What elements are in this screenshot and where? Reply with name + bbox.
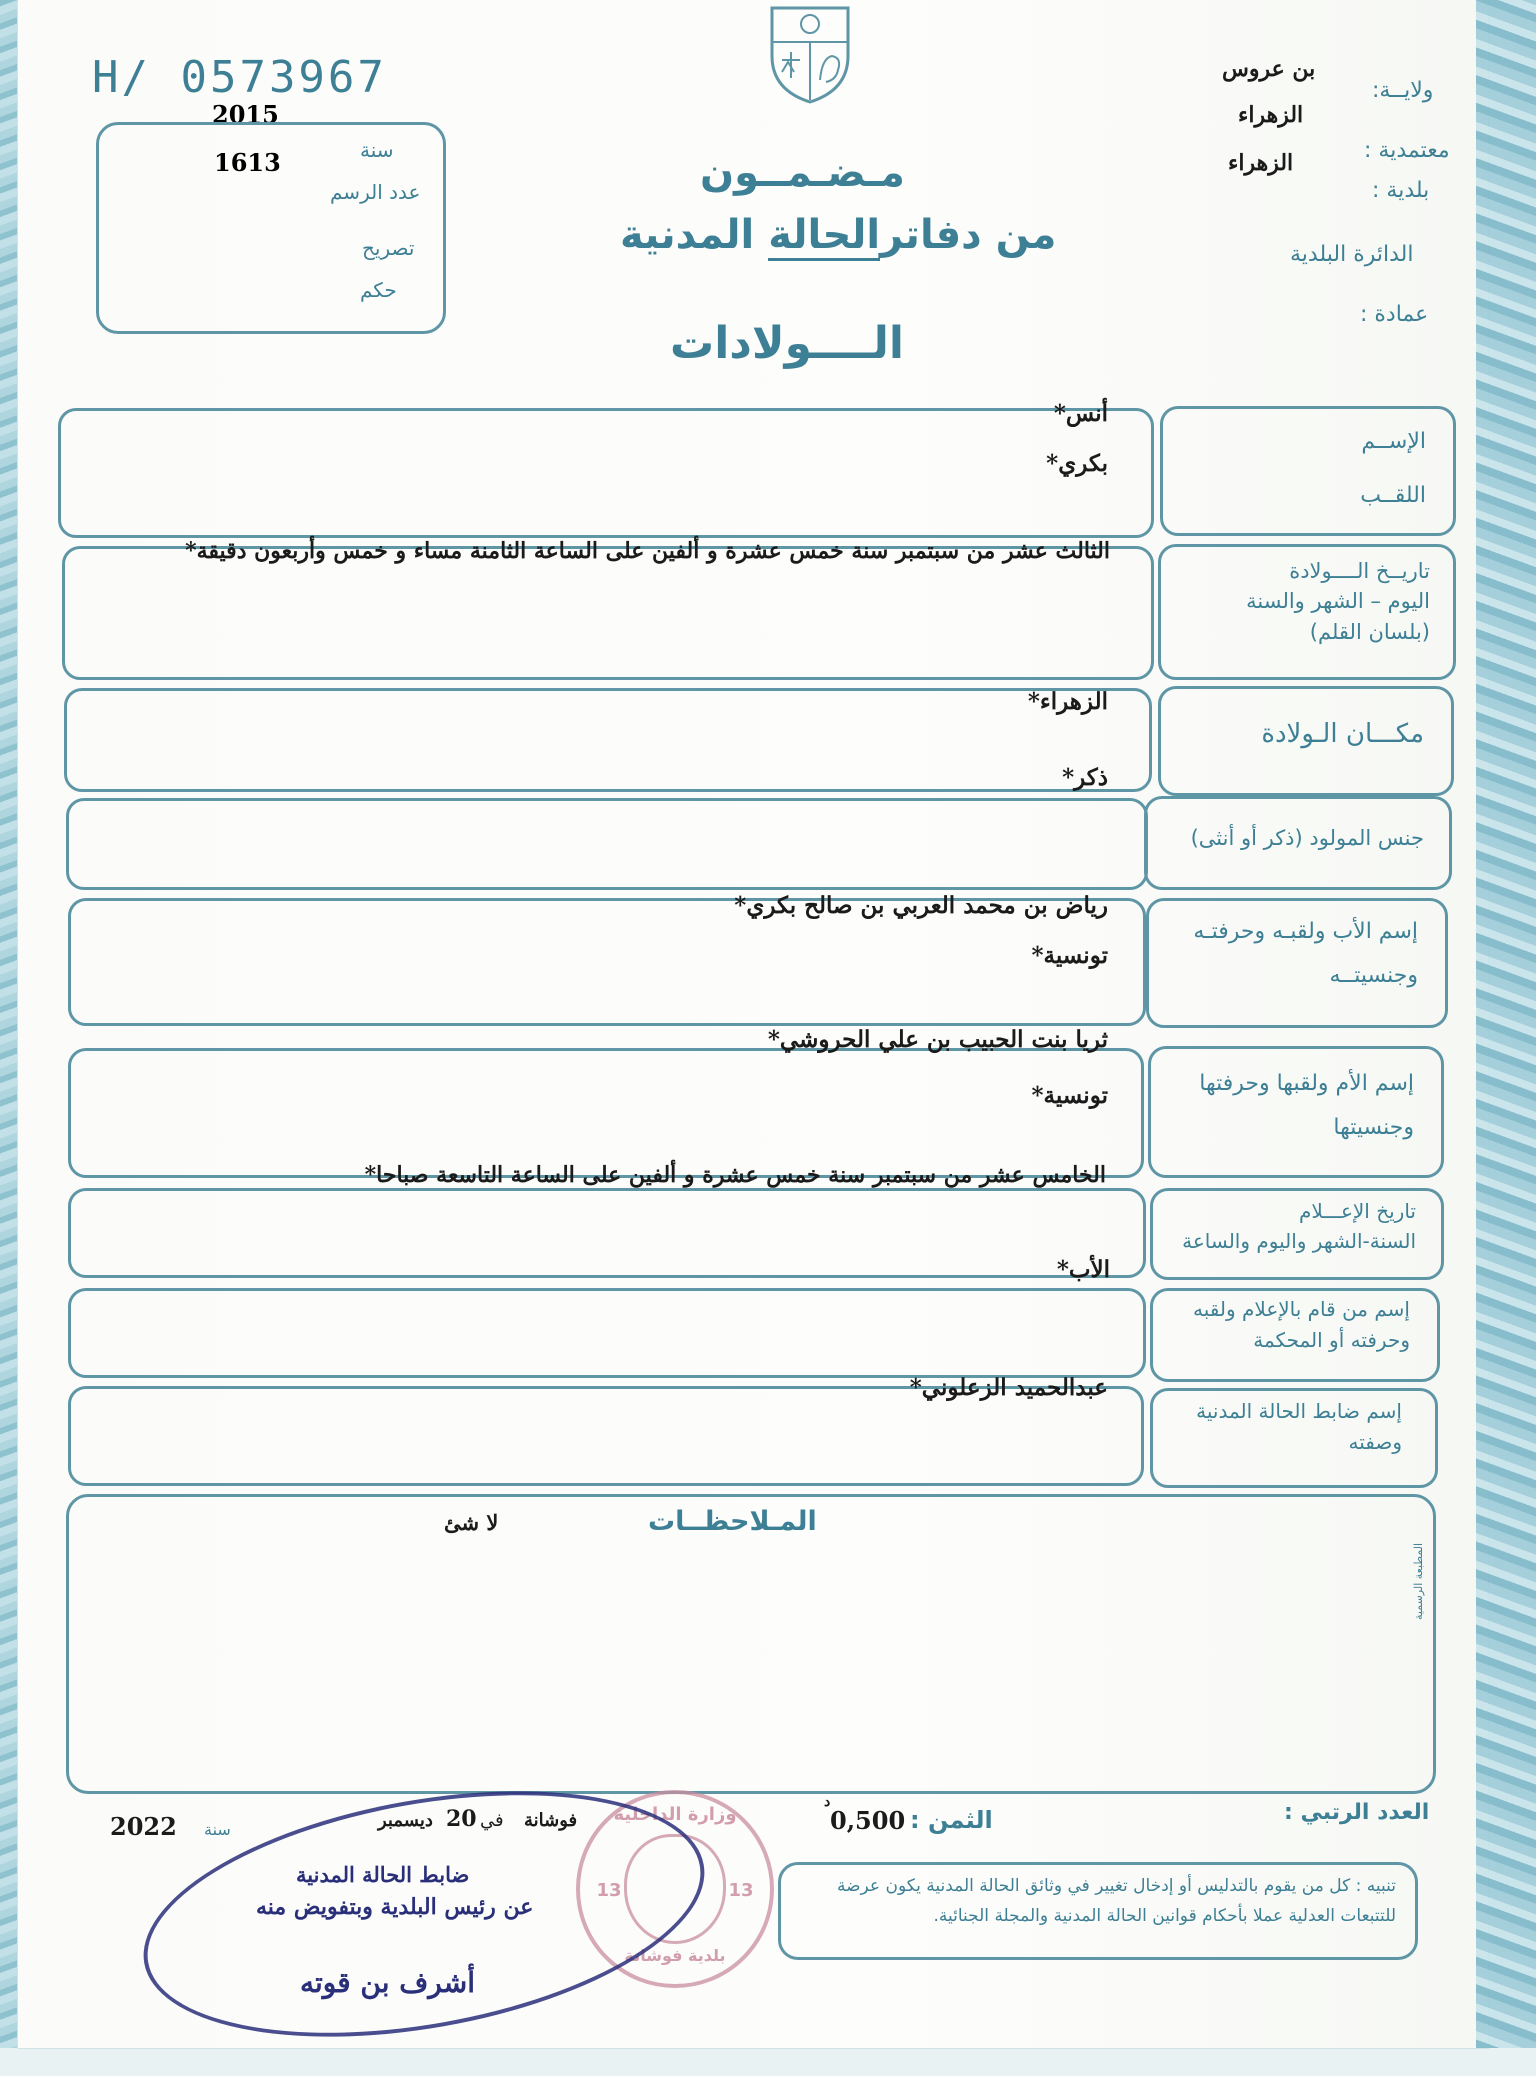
declaration-date-label-line1: تاريخ الإعـــلام	[1299, 1199, 1416, 1223]
surname-value: بكري*	[1046, 450, 1108, 477]
birth-place-value: الزهراء*	[1027, 688, 1108, 715]
officer-label	[1156, 1396, 1402, 1458]
sex-label: جنس المولود (ذكر أو أنثى)	[1190, 826, 1424, 850]
serial-number-label: العدد الرتبي :	[1284, 1800, 1430, 1825]
birth-date-label	[1170, 556, 1430, 647]
mother-label-line1: إسم الأم ولقبها وحرفتها	[1199, 1071, 1414, 1096]
mother-value-box	[68, 1048, 1144, 1178]
father-nationality: تونسية*	[1031, 942, 1108, 969]
declarant-value-box	[68, 1288, 1146, 1378]
document-title-extract: مـضـمــون	[700, 150, 905, 196]
imada-label: عمادة :	[1360, 302, 1429, 327]
mother-label	[1152, 1062, 1414, 1150]
notes-label: المـلاحظــات	[648, 1506, 817, 1537]
issue-day: 20	[446, 1806, 477, 1832]
sex-value-box	[66, 798, 1148, 890]
declaration-label: تصريح	[362, 236, 415, 260]
notes-value: لا شئ	[444, 1510, 499, 1535]
issue-year: 2022	[110, 1812, 177, 1841]
decorative-border-right	[1476, 0, 1536, 2048]
mother-nationality: تونسية*	[1031, 1082, 1108, 1109]
legal-warning-text: تنبيه : كل من يقوم بالتدليس أو إدخال تغيير في وثائق الحالة المدنية يكون عرضة للتتبعات العدلية عملا بأحكام قوانين الحالة المدنية والمجلة الجنائية.	[837, 1876, 1396, 1926]
printer-mark: المطبعة الرسمية	[1412, 1542, 1425, 1620]
sex-value: ذكر*	[1062, 764, 1108, 791]
declarant-value: الأب*	[1056, 1256, 1110, 1283]
birth-date-value-box	[62, 546, 1154, 680]
declarant-label-line1: إسم من قام بالإعلام ولقبه	[1193, 1297, 1410, 1321]
wilaya-label: ولايــة:	[1372, 78, 1434, 103]
record-number-value: 1613	[214, 148, 281, 177]
judgment-label: حكم	[360, 278, 397, 302]
delegation-line: عن رئيس البلدية وبتفويض منه	[256, 1894, 534, 1920]
signatory-name: أشرف بن قوته	[300, 1966, 475, 1999]
birth-date-value: الثالث عشر من سبتمبر سنة خمس عشرة و ألفين على الساعة الثامنة مساء و خمس وأربعون دقيقة*	[185, 538, 1110, 564]
mother-value: ثريا بنت الحبيب بن علي الحروشي*	[767, 1026, 1108, 1053]
title-registers-post: المدنية	[620, 212, 769, 258]
municipality-label: بلدية :	[1372, 178, 1430, 203]
municipality-value: الزهراء	[1228, 150, 1294, 176]
declaration-date-value: الخامس عشر من سبتمبر سنة خمس عشرة و ألفين على الساعة التاسعة صباحا*	[364, 1162, 1106, 1188]
district-label: الدائرة البلدية	[1290, 242, 1414, 267]
officer-label-line1: إسم ضابط الحالة المدنية	[1196, 1399, 1402, 1423]
officer-label-line2: وصفته	[1348, 1430, 1402, 1454]
price-label: الثمن :	[910, 1806, 993, 1834]
date-prefix: في	[480, 1810, 504, 1831]
father-value: رياض بن محمد العربي بن صالح بكري*	[734, 892, 1108, 919]
birth-place-label: مكـــان الـولادة	[1261, 719, 1424, 749]
issue-year-label: سنة	[204, 1820, 231, 1839]
stamp-text-top: وزارة الداخلية	[613, 1804, 737, 1825]
record-number-label: عدد الرسم	[330, 180, 421, 204]
officer-value: عبدالحميد الزعلوني*	[909, 1374, 1108, 1401]
wilaya-value: بن عروس	[1222, 56, 1316, 82]
father-label-line1: إسم الأب ولقبـه وحرفتـه	[1193, 919, 1418, 944]
issue-month: ديسمبر	[378, 1810, 433, 1831]
serial-number: H/ 0573967	[92, 52, 387, 103]
father-label-line2: وجنسيتــه	[1329, 963, 1418, 988]
officer-title: ضابط الحالة المدنية	[296, 1862, 470, 1887]
declaration-date-label	[1156, 1196, 1416, 1256]
father-label	[1156, 910, 1418, 998]
birth-date-label-line3: (بلسان القلم)	[1309, 619, 1430, 644]
price-unit: د	[824, 1794, 831, 1810]
delegation-label: معتمدية :	[1364, 138, 1450, 163]
mother-label-line2: وجنسيتها	[1333, 1115, 1414, 1140]
stamp-number-right: 13	[728, 1880, 754, 1901]
declarant-label-line2: وحرفته أو المحكمة	[1253, 1328, 1410, 1352]
title-registers-pre: من دفاتر	[880, 212, 1057, 258]
declarant-label	[1156, 1294, 1410, 1356]
surname-label: اللقــب	[1360, 483, 1426, 508]
price-value: 0,500	[830, 1806, 906, 1835]
year-value: 2015	[212, 100, 279, 129]
year-label: سنة	[360, 138, 394, 162]
name-value: أنس*	[1053, 400, 1108, 427]
coat-of-arms-icon	[766, 0, 854, 104]
officer-value-box	[68, 1386, 1144, 1486]
notes-box	[66, 1494, 1436, 1794]
birth-date-label-line1: تاريــخ الــــولادة	[1289, 559, 1430, 583]
stamp-text-bottom: بلدية فوشانة	[624, 1946, 726, 1965]
stamp-number-left: 13	[596, 1880, 622, 1901]
document-title-registers	[620, 212, 1056, 258]
document-title-births: الــــولادات	[670, 318, 904, 369]
name-label: الإســم	[1361, 429, 1426, 454]
place-of-issue: فوشانة	[524, 1810, 578, 1831]
title-registers-underlined: الحالة	[768, 212, 880, 261]
declaration-date-label-line2: السنة-الشهر واليوم والساعة	[1182, 1229, 1416, 1253]
birth-date-label-line2: اليوم – الشهر والسنة	[1246, 589, 1430, 614]
delegation-value-top: الزهراء	[1238, 102, 1304, 128]
